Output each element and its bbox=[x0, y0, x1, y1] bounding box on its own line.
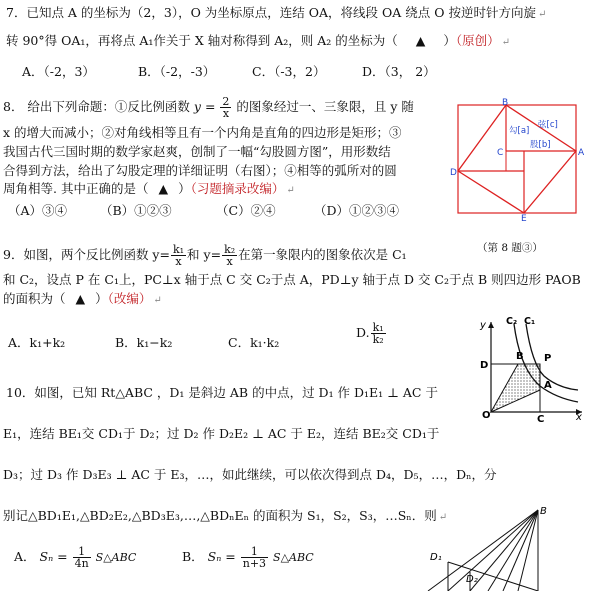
q10-line2: E₁，连结 BE₁交 CD₁于 D₂；过 D₂ 作 D₂E₂ ⊥ AC 于 E₂，连结 BE₂交 CD₁于 bbox=[3, 426, 440, 441]
q9-line3: 的面积为（ ▲ ）（改编） ↵ bbox=[3, 291, 162, 306]
q7-line2: 转 90°得 OA₁，再将点 A₁作关于 X 轴对称得到 A₂，则 A₂ 的坐标为（ ▲ ）（原创） ↵ bbox=[6, 33, 511, 48]
q10-line4: 别记△BD₁E₁,△BD₂E₂,△BD₃E₃,…,△BDₙEₙ 的面积为 S₁，S₂，S₃，…Sₙ．则 ↵ bbox=[3, 508, 448, 523]
q10-line1: 10．如图，已知 Rt△ABC ，D₁ 是斜边 AB 的中点，过 D₁ 作 D₁E₁ ⊥ AC 于 bbox=[6, 385, 438, 400]
label-p: P bbox=[544, 353, 552, 364]
q7-line1: 7．已知点 A 的坐标为（2，3），O 为坐标原点，连结 OA，将线段 OA 绕点 O 按逆时针方向旋 ↵ bbox=[6, 5, 547, 20]
q7-option-b: B．（-2，-3） bbox=[138, 64, 216, 79]
q8-line1: 8． 给出下列命题：①反比例函数 y = $\frac{2}{x}$ 的图象经过一、三象限，且 y 随 bbox=[3, 95, 414, 120]
q10-option-a: A． Sₙ = $\frac{1}{4n}$ S△ABC bbox=[14, 545, 137, 570]
label-gou: 勾[a] bbox=[509, 126, 530, 136]
fraction: $\frac{2}{x}$ bbox=[222, 95, 230, 120]
q8-option-d: （D）①②③④ bbox=[314, 203, 400, 218]
q10-option-b: B． Sₙ = $\frac{1}{n+3}$ S△ABC bbox=[182, 545, 314, 570]
q9-option-b: B．k₁−k₂ bbox=[115, 335, 173, 350]
triangle-figure bbox=[418, 500, 589, 591]
label-c1: C₁ bbox=[524, 316, 536, 327]
source-tag: （改编） bbox=[107, 291, 152, 306]
q7-option-a: A．（-2，3） bbox=[22, 64, 95, 79]
label-c2: C₂ bbox=[506, 316, 518, 327]
source-tag: （习题摘录改编） bbox=[190, 181, 285, 196]
q7-option-d: D．（3， 2） bbox=[362, 64, 436, 79]
pythagoras-figure bbox=[450, 97, 585, 222]
label-d2: D₂ bbox=[466, 574, 478, 585]
q9-line1: 9．如图，两个反比例函数 y= $\frac{\text{k₁}}{x}$ 和 y= $\frac{\text{k₂}}{x}$ 在第一象限内的图象依次是 C₁ bbox=[3, 243, 407, 268]
q8-line4: 合得到方法，给出了勾股定理的详细证明（右图）；④相等的弧所对的圆 bbox=[3, 163, 397, 178]
label-a: A bbox=[544, 380, 552, 391]
label-c: C bbox=[537, 414, 545, 422]
q7-option-c: C．（-3，2） bbox=[252, 64, 326, 79]
answer-blank: ▲ bbox=[415, 33, 426, 48]
label-gu: 股[b] bbox=[530, 140, 551, 150]
label-b: B bbox=[516, 351, 524, 362]
label-b: B bbox=[540, 506, 547, 517]
label-xian: 弦[c] bbox=[538, 120, 558, 130]
q8-line5: 周角相等. 其中正确的是（ ▲ ）（习题摘录改编） ↵ bbox=[3, 181, 295, 196]
q9-option-c: C．k₁·k₂ bbox=[228, 335, 280, 350]
q8-option-b: （B）①②③ bbox=[100, 203, 172, 218]
figure-caption: （第 8 题③） bbox=[477, 242, 543, 254]
label-o: O bbox=[482, 410, 491, 421]
q8-line3: 我国古代三国时期的数学家赵爽，创制了一幅“勾股圆方图”，用形数结 bbox=[3, 144, 391, 159]
label-d1: D₁ bbox=[430, 552, 442, 563]
q9-option-d: D. $\frac{\text{k₁}}{\text{k₂}}$ bbox=[356, 321, 384, 346]
axis-x: x bbox=[576, 412, 582, 422]
source-tag: （原创） bbox=[455, 33, 500, 48]
label-a: A bbox=[578, 148, 585, 158]
q10-line3: D₃；过 D₃ 作 D₃E₃ ⊥ AC 于 E₃，…，如此继续，可以依次得到点 D₄，D₅，…，Dₙ，分 bbox=[3, 467, 497, 482]
axis-y: y bbox=[480, 320, 486, 331]
q8-option-a: （A）③④ bbox=[8, 203, 68, 218]
label-e: E bbox=[521, 214, 527, 222]
answer-blank: ▲ bbox=[158, 181, 169, 196]
label-b: B bbox=[502, 98, 509, 108]
label-d: D bbox=[480, 360, 489, 371]
label-c: C bbox=[497, 148, 504, 158]
q9-option-a: A．k₁+k₂ bbox=[8, 335, 66, 350]
label-d: D bbox=[450, 168, 457, 178]
q8-line2: x 的增大而减小；②对角线相等且有一个内角是直角的四边形是矩形；③ bbox=[3, 125, 402, 140]
q8-option-c: （C）②④ bbox=[216, 203, 276, 218]
answer-blank: ▲ bbox=[75, 291, 86, 306]
q9-line2: 和 C₂，设点 P 在 C₁上，PC⊥x 轴于点 C 交 C₂于点 A，PD⊥y 轴于点 D 交 C₂于点 B 则四边形 PAOB bbox=[3, 272, 581, 287]
hyperbola-figure bbox=[478, 314, 586, 422]
